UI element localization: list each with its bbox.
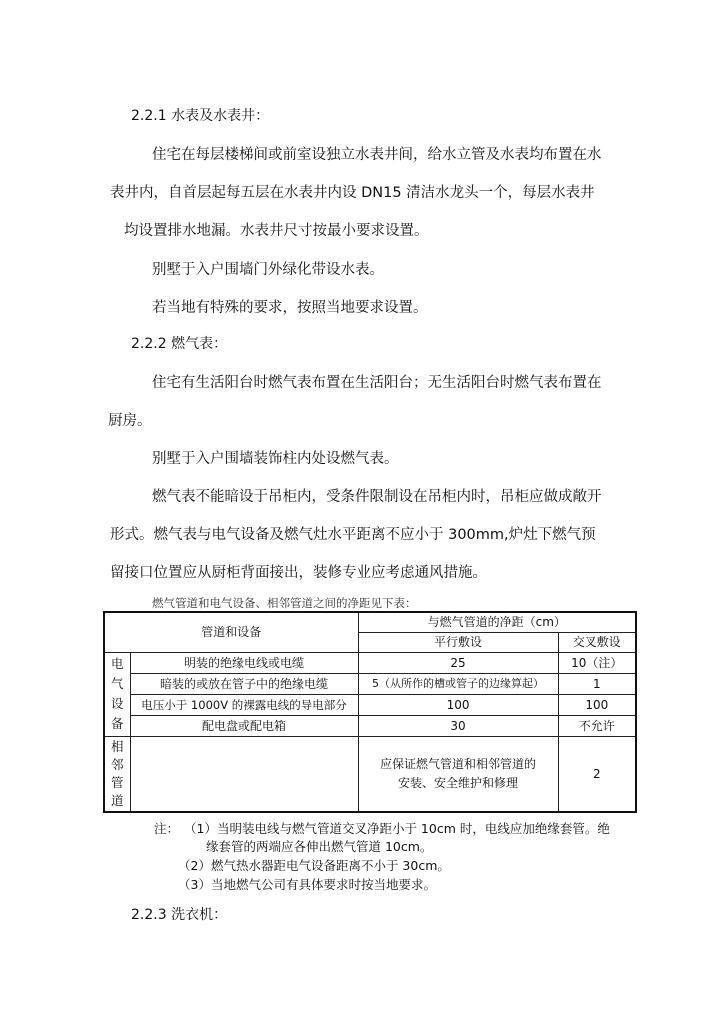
group-electrical-equipment: 电 气 设 备 [104, 652, 130, 736]
note-line: （1）当明装电线与燃气管道交叉净距小于 10cm 时，电线应加绝缘套管。绝 [184, 821, 610, 836]
paragraph-line: 形式。燃气表与电气设备及燃气灶水平距离不应小于 300mm,炉灶下燃气预 [110, 527, 596, 543]
paragraph-line: 留接口位置应从厨柜背面接出，装修专业应考虑通风措施。 [110, 565, 487, 581]
table-cell-item [130, 736, 358, 812]
note-line: （3）当地燃气公司有具体要求时按当地要求。 [178, 877, 436, 892]
notes-label: 注： [154, 821, 180, 836]
table-cell-parallel: 100 [358, 694, 558, 715]
paragraph-line: 均设置排水地漏。水表井尺寸按最小要求设置。 [124, 223, 429, 239]
section-2-2-3-heading: 2.2.3 洗衣机： [131, 907, 228, 923]
table-cell-item: 明装的绝缘电线或电缆 [130, 652, 358, 673]
clearance-table [103, 611, 637, 813]
paragraph-line: 住宅有生活阳台时燃气表布置在生活阳台；无生活阳台时燃气表布置在 [152, 375, 602, 391]
table-cell-cross: 2 [558, 736, 636, 812]
paragraph-line: 别墅于入户围墙装饰柱内处设燃气表。 [152, 451, 399, 467]
header-distance: 与燃气管道的净距（cm） [358, 612, 636, 632]
table-cell-cross: 10（注） [558, 652, 636, 673]
table-cell-parallel: 5（从所作的槽或管子的边缘算起） [358, 673, 558, 694]
header-cross: 交叉敷设 [558, 632, 636, 652]
paragraph-line: 住宅在每层楼梯间或前室设独立水表井间，给水立管及水表均布置在水 [152, 147, 602, 163]
section-2-2-2-heading: 2.2.2 燃气表： [131, 336, 228, 352]
table-cell-cross: 1 [558, 673, 636, 694]
cell-line: 应保证燃气管道和相邻管道的 [380, 756, 537, 771]
paragraph-line: 若当地有特殊的要求，按照当地要求设置。 [152, 300, 428, 316]
paragraph-line: 表井内，自首层起每五层在水表井内设 DN15 清洁水龙头一个，每层水表井 [110, 185, 595, 201]
cell-line: 安装、安全维护和修理 [398, 775, 519, 790]
table-cell-parallel: 25 [358, 652, 558, 673]
table-cell-item: 暗装的或放在管子中的绝缘电缆 [130, 673, 358, 694]
paragraph-line: 别墅于入户围墙门外绿化带设水表。 [152, 262, 384, 278]
note-line: （2）燃气热水器距电气设备距离不小于 30cm。 [178, 858, 450, 873]
table-caption: 燃气管道和电气设备、相邻管道之间的净距见下表： [152, 596, 417, 610]
paragraph-line: 燃气表不能暗设于吊柜内，受条件限制设在吊柜内时，吊柜应做成敞开 [152, 489, 602, 505]
table-cell-cross: 100 [558, 694, 636, 715]
note-line: 缘套管的两端应各伸出燃气管道 10cm。 [206, 839, 433, 854]
table-cell-parallel [358, 736, 558, 812]
header-item: 管道和设备 [104, 612, 358, 652]
paragraph-line: 厨房。 [108, 413, 152, 429]
section-2-2-1-heading: 2.2.1 水表及水表井： [131, 108, 270, 124]
table-cell-item: 配电盘或配电箱 [130, 715, 358, 736]
table-cell-parallel: 30 [358, 715, 558, 736]
group-adjacent-pipes: 相 邻 管 道 [104, 736, 130, 812]
header-parallel: 平行敷设 [358, 632, 558, 652]
table-cell-item: 电压小于 1000V 的裸露电线的导电部分 [130, 694, 358, 715]
table-cell-cross: 不允许 [558, 715, 636, 736]
